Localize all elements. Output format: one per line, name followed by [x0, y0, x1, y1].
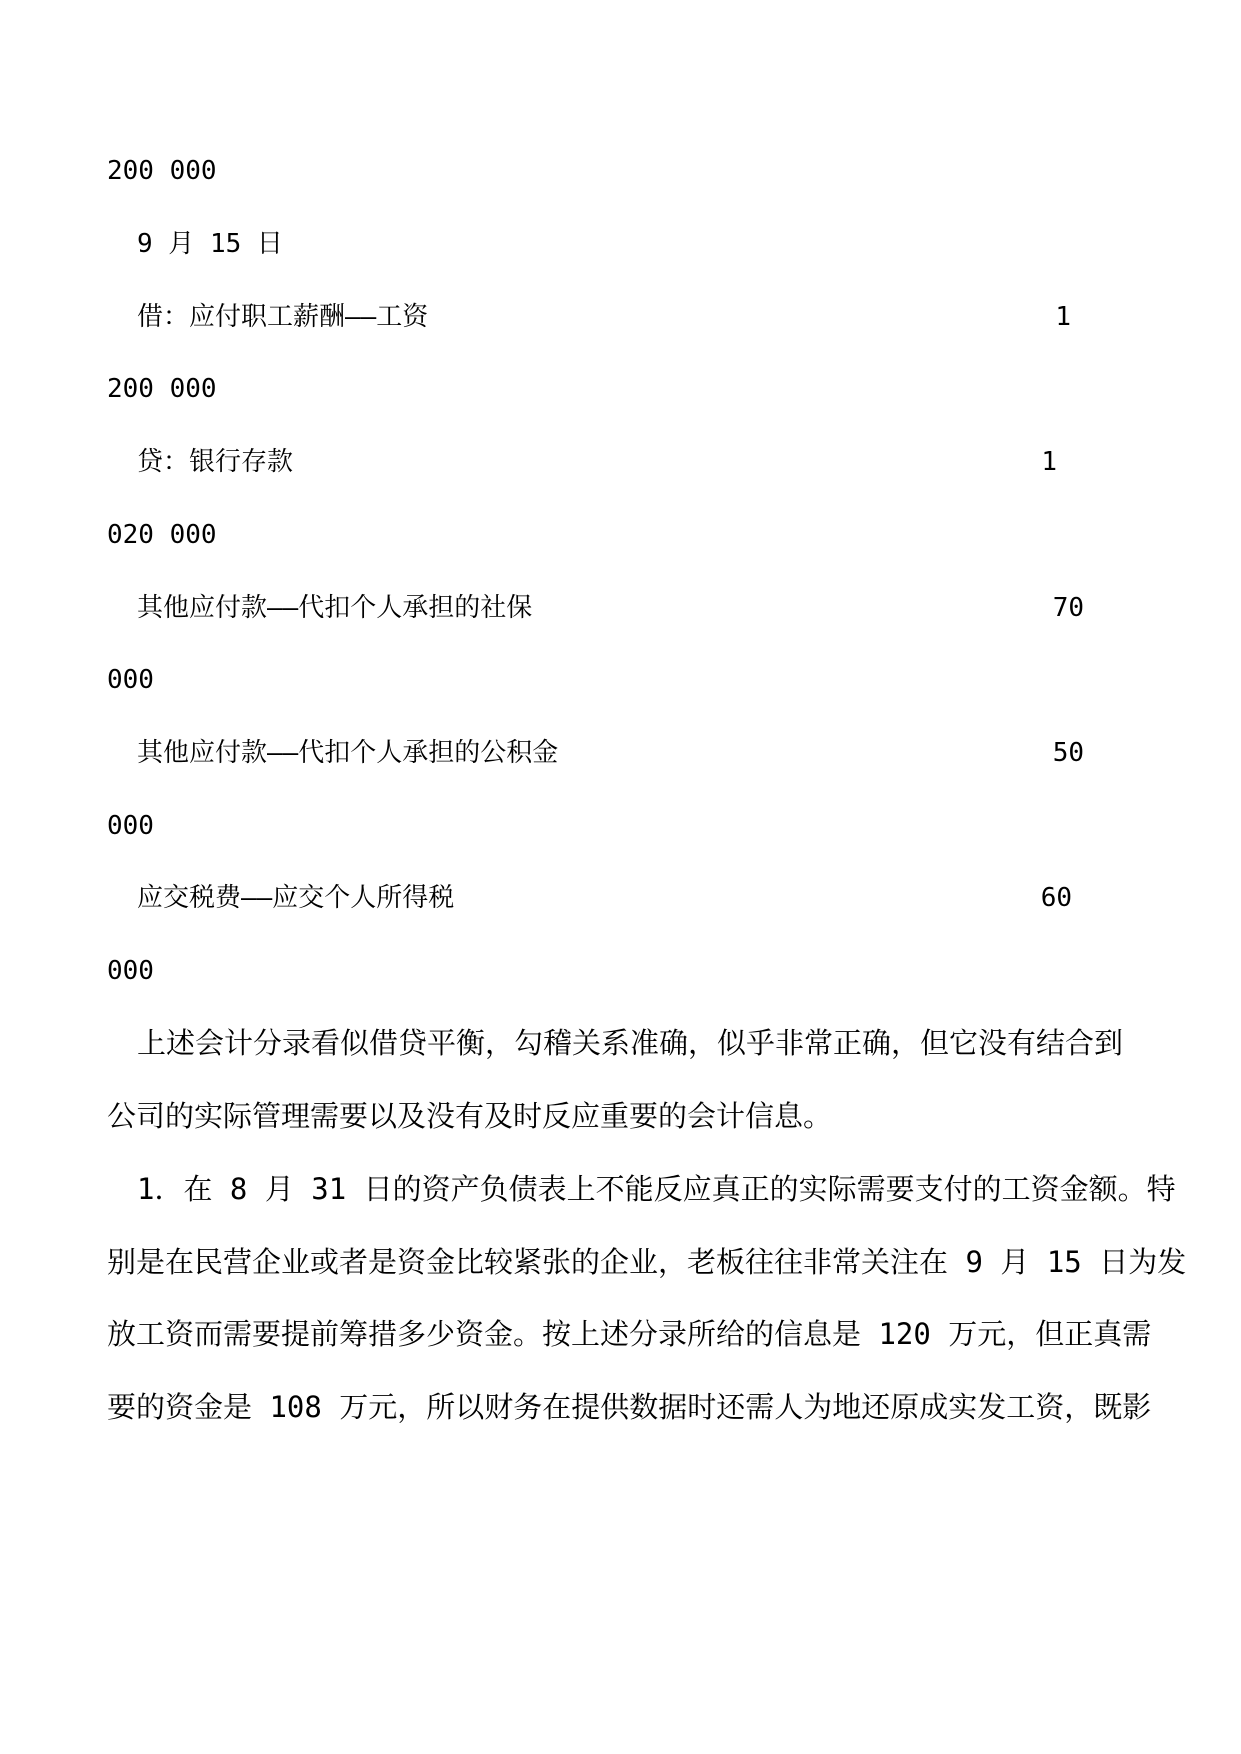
- credit-entry-label: 其他应付款——代扣个人承担的社保: [137, 593, 533, 623]
- credit-entry-label: 其他应付款——代扣个人承担的公积金: [137, 738, 559, 768]
- debit-entry-amount: 1: [1055, 302, 1071, 332]
- debit-entry-label: 借：应付职工薪酬——工资: [137, 302, 429, 332]
- entry-amount-continuation: 200 000: [107, 156, 217, 186]
- credit-entry-amount: 1: [1041, 447, 1057, 477]
- credit-entry-amount: 60: [1040, 883, 1072, 913]
- credit-entry-label: 贷：银行存款: [137, 447, 294, 477]
- credit-entry-label: 应交税费——应交个人所得税: [137, 883, 455, 913]
- entry-date: 9 月 15 日: [137, 229, 283, 259]
- entry-amount-continuation: 200 000: [107, 374, 217, 404]
- paragraph-line: 要的资金是 108 万元，所以财务在提供数据时还需人为地还原成实发工资，既影: [107, 1390, 1152, 1424]
- credit-entry-amount: 50: [1052, 738, 1084, 768]
- paragraph-line: 别是在民营企业或者是资金比较紧张的企业，老板往往非常关注在 9 月 15 日为发: [107, 1245, 1187, 1279]
- paragraph-line: 放工资而需要提前筹措多少资金。按上述分录所给的信息是 120 万元，但正真需: [107, 1317, 1152, 1351]
- paragraph-line: 1．在 8 月 31 日的资产负债表上不能反应真正的实际需要支付的工资金额。特: [137, 1172, 1176, 1206]
- paragraph-line: 上述会计分录看似借贷平衡，勾稽关系准确，似乎非常正确，但它没有结合到: [137, 1026, 1124, 1060]
- entry-amount-continuation: 000: [107, 956, 154, 986]
- entry-amount-continuation: 020 000: [107, 520, 217, 550]
- paragraph-line: 公司的实际管理需要以及没有及时反应重要的会计信息。: [107, 1099, 833, 1133]
- entry-amount-continuation: 000: [107, 665, 154, 695]
- entry-amount-continuation: 000: [107, 811, 154, 841]
- credit-entry-amount: 70: [1052, 593, 1084, 623]
